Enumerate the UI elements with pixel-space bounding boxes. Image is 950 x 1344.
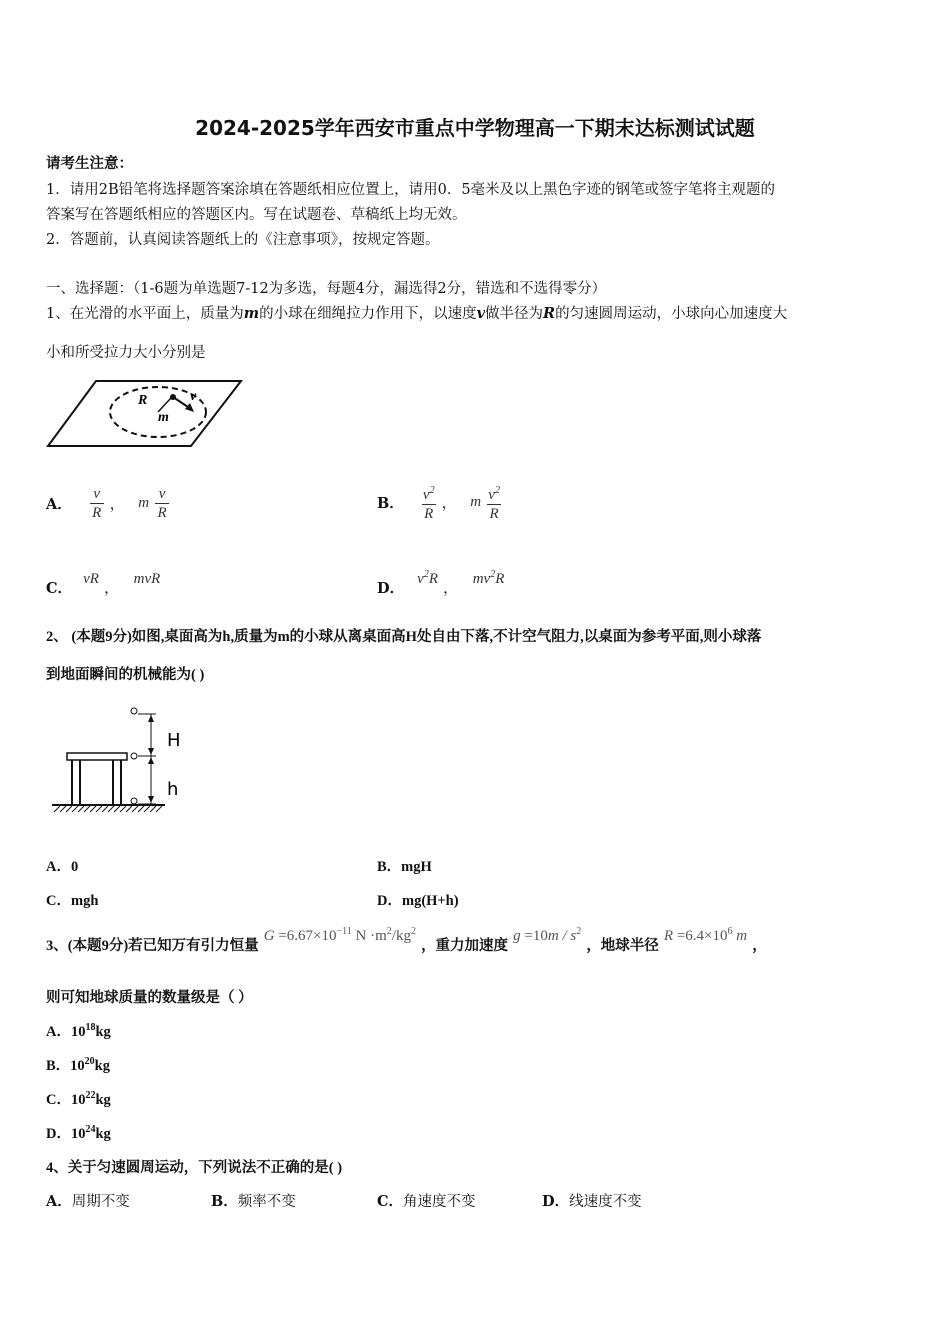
- formula-unit: m: [732, 928, 748, 944]
- section-heading: 一、选择题：（1-6题为单选题7-12为多选，每题4分，漏选得2分，错选和不选得零分）: [46, 281, 607, 297]
- option-text: 频率不变: [237, 1194, 296, 1210]
- question-3-stem-line-2: 则可知地球质量的数量级是（ ）: [46, 990, 253, 1006]
- q1-circular-motion-figure: [46, 376, 246, 450]
- numerator: [423, 482, 435, 504]
- option-base: 10: [70, 1092, 86, 1108]
- expression-exponent: 2: [490, 569, 496, 580]
- notice-line-2: 答案写在答题纸相应的答题区内。写在试题卷、草稿纸上均无效。: [46, 207, 467, 223]
- separator: ，: [441, 496, 457, 512]
- option-label: B．: [377, 495, 404, 512]
- option-base: 10: [70, 1058, 85, 1074]
- option-exponent: 24: [85, 1124, 96, 1136]
- formula-unit: /kg: [391, 928, 411, 944]
- expression: [473, 571, 505, 587]
- option-exponent: 20: [84, 1056, 95, 1068]
- q3-stem-part: ，: [752, 938, 767, 954]
- formula-exponent: −11: [336, 926, 352, 937]
- label-R: R: [138, 393, 148, 408]
- formula-unit-exponent: 2: [576, 926, 582, 937]
- option-text: 周期不变: [71, 1194, 130, 1210]
- formula-exponent: 6: [727, 926, 733, 937]
- expression-base: v: [417, 571, 424, 587]
- q3-option-c[interactable]: [46, 1088, 111, 1109]
- expression-tail: R: [428, 571, 439, 587]
- option-text: mg(H+h): [401, 893, 459, 909]
- expression-tail: R: [495, 571, 505, 587]
- option-unit: kg: [95, 1024, 111, 1040]
- option-label: D．: [46, 1126, 71, 1142]
- formula-unit: m / s: [547, 928, 577, 944]
- q3-stem-part: ，重力加速度: [421, 938, 509, 954]
- notice-heading: 请考生注意：: [46, 155, 133, 172]
- arrowhead: [148, 796, 154, 803]
- formula-value: =6.4×10: [673, 928, 728, 944]
- question-2-stem-line-2: 到地面瞬间的机械能为( ): [46, 667, 205, 683]
- q4-option-a[interactable]: [46, 1190, 130, 1211]
- question-1-stem: [46, 302, 787, 323]
- q3-option-d[interactable]: [46, 1122, 111, 1143]
- q1-stem-part: 的小球在细绳拉力作用下，以速度: [259, 306, 477, 322]
- question-2-stem: 2、 (本题9分)如图,桌面高为h,质量为m的小球从离桌面高H处自由下落,不计空气阻力,以桌面为参考平面,则小球落: [46, 629, 762, 645]
- numerator-base: v: [488, 487, 495, 503]
- separator: ，: [109, 497, 125, 513]
- option-label: A．: [46, 496, 72, 513]
- option-label: D．: [377, 580, 405, 597]
- q2-option-c[interactable]: [46, 889, 98, 910]
- label-h: h: [167, 779, 179, 800]
- ball-ground: [131, 798, 137, 804]
- formula-earth-radius: [664, 928, 747, 944]
- option-label: D．: [542, 1193, 570, 1210]
- q3-option-a[interactable]: [46, 1020, 111, 1041]
- option-label: C．: [377, 1193, 404, 1210]
- option-base: 10: [70, 1126, 86, 1142]
- formula-unit: N ·m: [351, 928, 387, 944]
- option-label: B．: [46, 1058, 71, 1074]
- formula-value: =6.67×10: [274, 928, 337, 944]
- option-label: B．: [211, 1193, 238, 1210]
- q1-stem-part: 1、在光滑的水平面上，质量为: [46, 306, 244, 322]
- q2-option-b[interactable]: [377, 855, 432, 876]
- formula-unit-exponent: 2: [410, 926, 416, 937]
- option-text: 0: [70, 859, 79, 875]
- option-unit: kg: [95, 1092, 111, 1108]
- expression-base: mv: [472, 571, 491, 587]
- coefficient: m: [138, 495, 150, 511]
- question-4-stem: 4、关于匀速圆周运动，下列说法不正确的是( ): [46, 1160, 343, 1176]
- option-exponent: 22: [85, 1090, 96, 1102]
- option-text: 角速度不变: [403, 1194, 476, 1210]
- separator: ，: [104, 581, 119, 597]
- denominator: R: [92, 505, 102, 521]
- arrowhead: [148, 748, 154, 755]
- q4-option-b[interactable]: [211, 1190, 296, 1211]
- question-1-stem-line-2: 小和所受拉力大小分别是: [46, 345, 206, 361]
- ground-hatching: [54, 806, 162, 812]
- ball-start: [131, 708, 137, 714]
- coefficient: m: [470, 494, 482, 510]
- label-H: H: [167, 730, 181, 751]
- option-base: 10: [70, 1024, 86, 1040]
- option-text: mgh: [70, 893, 99, 909]
- fraction: [422, 482, 436, 523]
- q3-option-b[interactable]: [46, 1054, 110, 1075]
- option-exponent: 18: [85, 1022, 96, 1034]
- q1-option-b[interactable]: [377, 482, 501, 523]
- q1-option-c[interactable]: [46, 567, 161, 597]
- q2-option-d[interactable]: [377, 889, 459, 910]
- denominator: R: [424, 506, 434, 522]
- formula-value: =10: [520, 928, 548, 944]
- numerator-exponent: 2: [429, 485, 435, 496]
- option-label: D．: [377, 893, 402, 909]
- table-top: [67, 753, 127, 760]
- velocity-arrowhead: [185, 403, 194, 412]
- q1-stem-part: 做半径为: [485, 306, 544, 322]
- label-m: m: [158, 410, 169, 425]
- option-text: 线速度不变: [569, 1194, 642, 1210]
- separator: ，: [443, 581, 458, 597]
- option-label: C．: [46, 1092, 71, 1108]
- arrowhead: [148, 715, 154, 722]
- q1-var-m: m: [243, 305, 260, 322]
- q1-option-d[interactable]: [377, 567, 505, 597]
- page-title: 2024-2025学年西安市重点中学物理高一下期末达标测试试题: [195, 116, 755, 140]
- arrowhead: [148, 757, 154, 764]
- numerator: v: [93, 486, 101, 502]
- q1-option-a[interactable]: [46, 485, 169, 522]
- numerator-base: v: [422, 487, 430, 503]
- option-label: A．: [46, 1193, 72, 1210]
- fraction: [90, 485, 104, 522]
- formula-symbol: g: [513, 928, 521, 944]
- formula-symbol: R: [663, 928, 674, 944]
- formula-unit-exponent: 2: [386, 926, 392, 937]
- option-unit: kg: [94, 1058, 110, 1074]
- expression: [417, 571, 438, 587]
- formula-symbol: G: [263, 928, 275, 944]
- option-unit: kg: [95, 1126, 111, 1142]
- formula-gravity-acceleration: [513, 928, 581, 944]
- q1-stem-part: 的匀速圆周运动，小球向心加速度大: [555, 306, 788, 322]
- denominator: R: [489, 506, 499, 522]
- q2-option-a[interactable]: [46, 855, 78, 876]
- q4-option-d[interactable]: [542, 1190, 642, 1211]
- q3-stem-part: ，地球半径: [586, 938, 659, 954]
- q3-stem-part: 3、(本题9分)若已知万有引力恒量: [46, 938, 259, 954]
- fraction: [155, 485, 169, 522]
- option-label: B．: [377, 859, 402, 875]
- formula-gravitational-constant: [264, 928, 416, 944]
- notice-line-3: 2．答题前，认真阅读答题纸上的《注意事项》，按规定答题。: [46, 232, 440, 248]
- numerator: [488, 482, 500, 504]
- ball-table-level: [131, 753, 137, 759]
- expression: vR: [83, 571, 99, 587]
- q1-var-v: v: [476, 305, 486, 322]
- q2-table-drop-figure: [50, 700, 190, 818]
- q1-var-R: R: [543, 305, 556, 322]
- numerator: v: [158, 486, 166, 502]
- q4-option-c[interactable]: [377, 1190, 476, 1211]
- label-v: v: [190, 389, 197, 404]
- numerator-exponent: 2: [494, 485, 500, 496]
- denominator: R: [157, 505, 167, 521]
- option-label: C．: [46, 893, 71, 909]
- question-3-stem: [46, 924, 767, 954]
- notice-line-1: 1．请用2B铅笔将选择题答案涂填在答题纸相应位置上，请用0．5毫米及以上黑色字迹的钢笔或签字笔将主观题的: [46, 182, 776, 198]
- expression: mvR: [133, 571, 161, 587]
- option-label: C．: [46, 580, 73, 597]
- option-label: A．: [46, 859, 71, 875]
- fraction: [487, 482, 501, 523]
- option-label: A．: [46, 1024, 71, 1040]
- expression-exponent: 2: [423, 569, 429, 580]
- option-text: mgH: [401, 859, 432, 875]
